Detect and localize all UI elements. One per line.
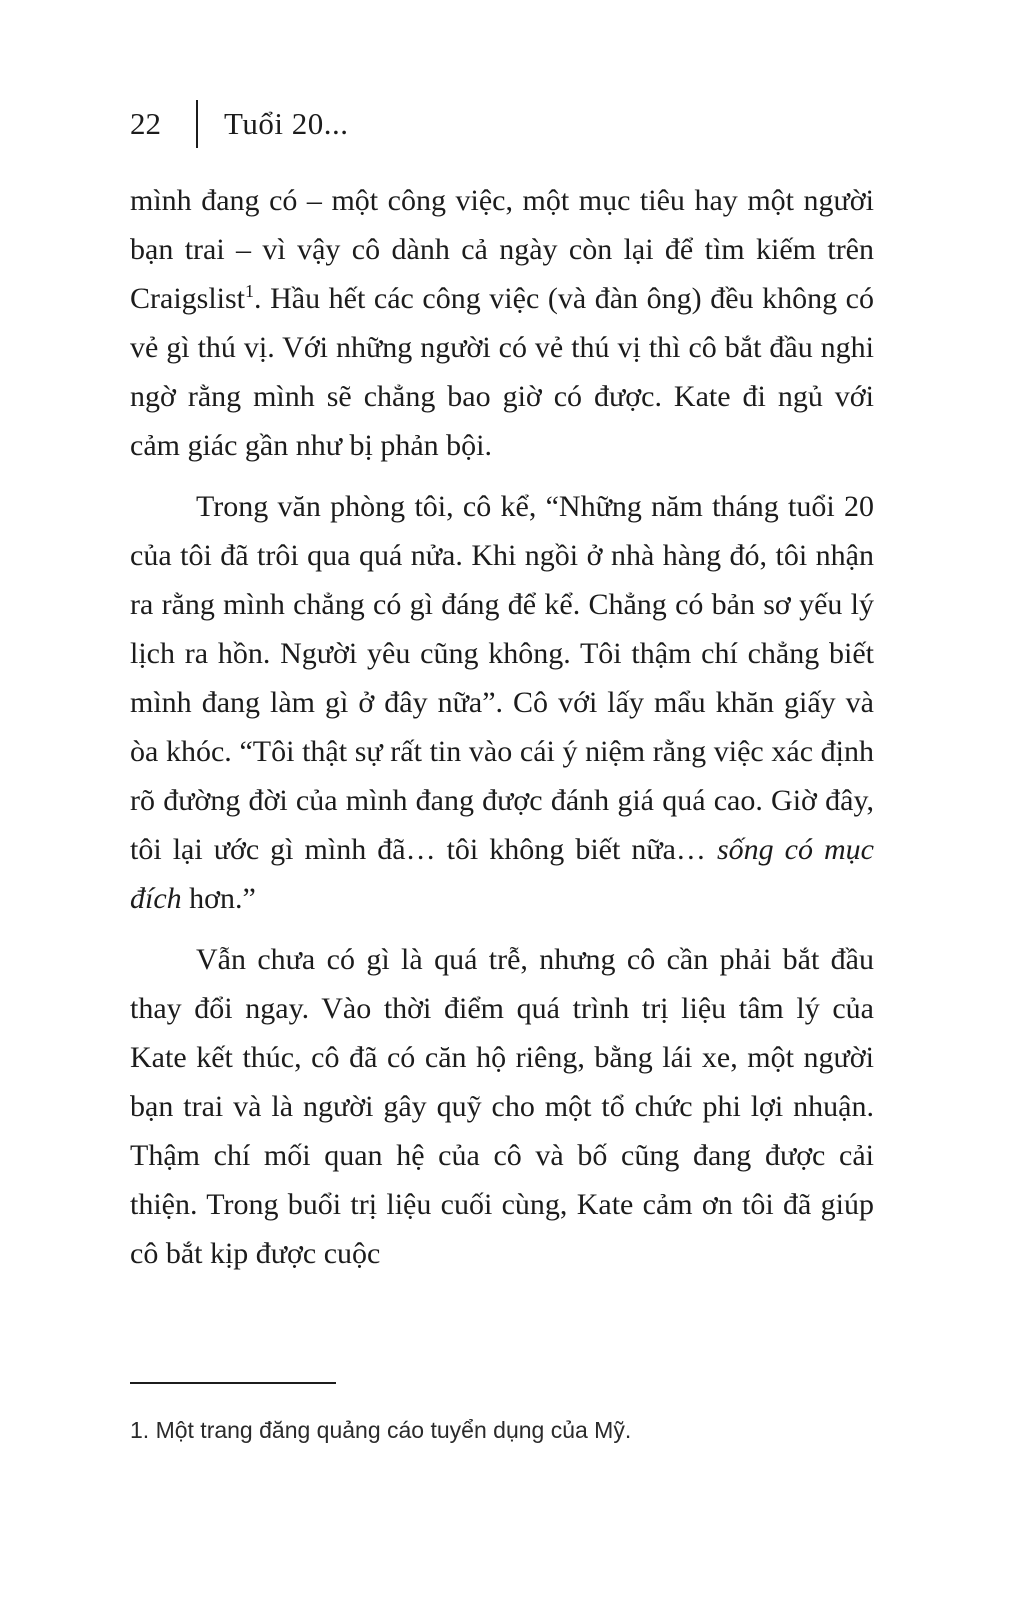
running-title: Tuổi 20...	[224, 106, 349, 141]
paragraph-2-italic-text: sống có mục đích	[130, 833, 874, 915]
footnote: 1. Một trang đăng quảng cáo tuyển dụng của Mỹ.	[130, 1417, 632, 1443]
paragraph-1-text-continued: . Hầu hết các công việc (và đàn ông) đều không có vẻ gì thú vị. Với những người có vẻ thú vị thì cô bắt đầu nghi ngờ rằng mình sẽ chẳng bao giờ có được. Kate đi ngủ với cảm giác gần như bị phản bội.	[130, 282, 874, 462]
footnote-divider	[130, 1382, 336, 1384]
paragraph-2-text-continued: hơn.”	[181, 882, 256, 915]
paragraph-1-text: mình đang có – một công việc, một mục tiêu hay một người bạn trai – vì vậy cô dành cả ngày còn lại để tìm kiếm trên Craigslist	[130, 184, 874, 315]
page-header	[130, 100, 872, 148]
paragraph-3-text: Vẫn chưa có gì là quá trễ, nhưng cô cần phải bắt đầu thay đổi ngay. Vào thời điểm quá trình trị liệu tâm lý của Kate kết thúc, cô đã có căn hộ riêng, bằng lái xe, một người bạn trai và là người gây quỹ cho một tổ chức phi lợi nhuận. Thậm chí mối quan hệ của cô và bố cũng đang được cải thiện. Trong buổi trị liệu cuối cùng, Kate cảm ơn tôi đã giúp cô bắt kịp được cuộc	[130, 943, 874, 1270]
paragraph-2	[130, 482, 874, 923]
footnote-section	[130, 1382, 874, 1446]
header-divider	[196, 100, 198, 148]
paragraph-2-text: Trong văn phòng tôi, cô kể, “Những năm tháng tuổi 20 của tôi đã trôi qua quá nửa. Khi ngồi ở nhà hàng đó, tôi nhận ra rằng mình chẳng có gì đáng để kể. Chẳng có bản sơ yếu lý lịch ra hồn. Người yêu cũng không. Tôi thậm chí chẳng biết mình đang làm gì ở đây nữa”. Cô với lấy mẩu khăn giấy và òa khóc. “Tôi thật sự rất tin vào cái ý niệm rằng việc xác định rõ đường đời của mình đang được đánh giá quá cao. Giờ đây, tôi lại ước gì mình đã… tôi không biết nữa…	[130, 490, 874, 866]
page-number: 22	[130, 106, 161, 141]
paragraph-1	[130, 176, 874, 470]
paragraph-3	[130, 935, 874, 1278]
body-text	[130, 176, 874, 1290]
footnote-marker: 1	[245, 281, 255, 301]
